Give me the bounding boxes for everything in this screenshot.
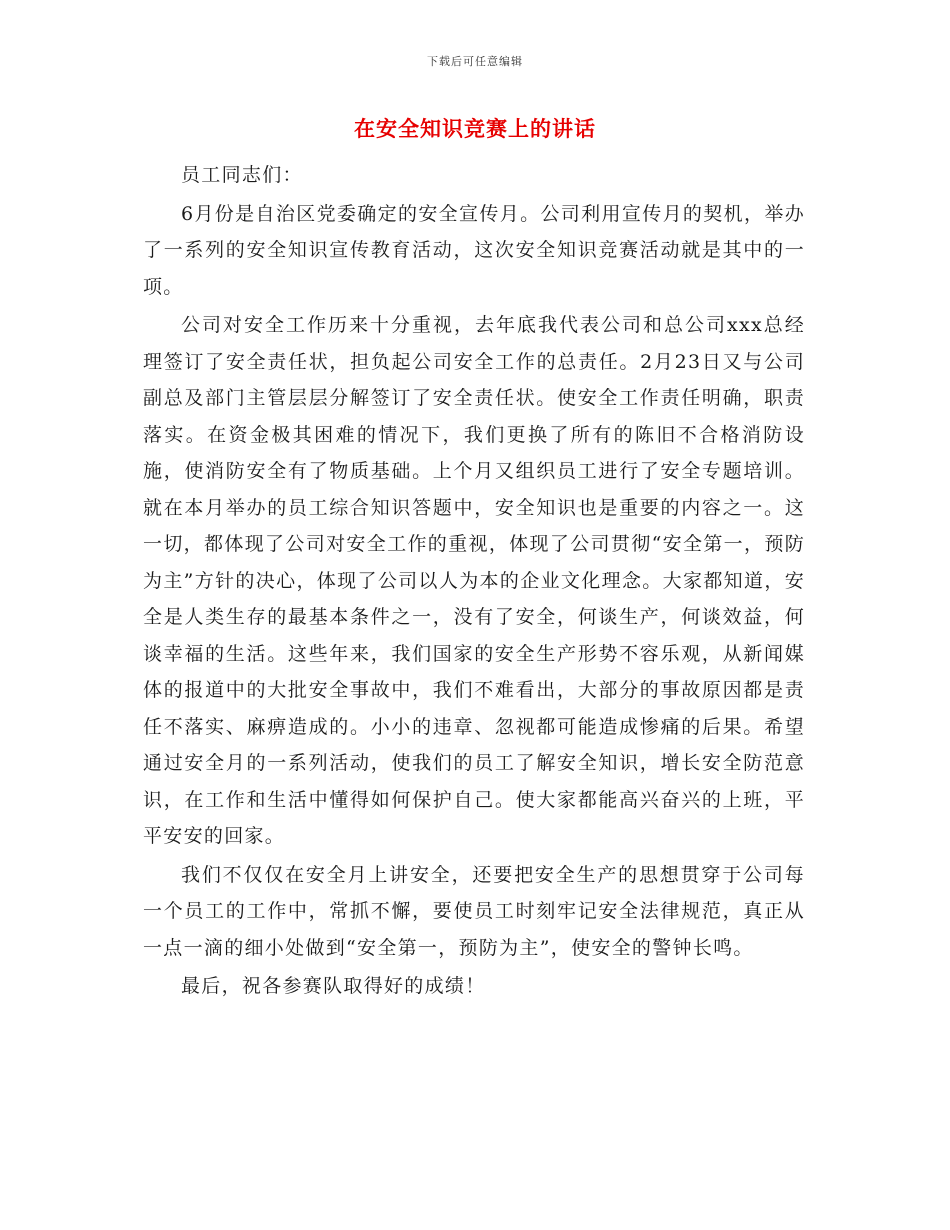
paragraph-3: 我们不仅仅在安全月上讲安全，还要把安全生产的思想贯穿于公司每一个员工的工作中，常抓不懈，要使员工时刻牢记安全法律规范，真正从一点一滴的细小处做到“安全第一，预防为主”，使安全的警钟长鸣。 bbox=[143, 863, 805, 959]
paragraph-2: 公司对安全工作历来十分重视，去年底我代表公司和总公司xxx总经理签订了安全责任状，担负起公司安全工作的总责任。2月23日又与公司副总及部门主管层层分解签订了安全责任状。使安全工作责任明确，职责落实。在资金极其困难的情况下，我们更换了所有的陈旧不合格消防设施，使消防安全有了物质基础。上个月又组织员工进行了安全专题培训。就在本月举办的员工综合知识答题中，安全知识也是重要的内容之一。这一切，都体现了公司对安全工作的重视，体现了公司贯彻“安全第一，预防为主”方针的决心，体现了公司以人为本的企业文化理念。大家都知道，安全是人类生存的最基本条件之一，没有了安全，何谈生产，何谈效益，何谈幸福的生活。这些年来，我们国家的安全生产形势不容乐观，从新闻媒体的报道中的大批安全事故中，我们不难看出，大部分的事故原因都是责任不落实、麻痹造成的。小小的违章、忽视都可能造成惨痛的后果。希望通过安全月的一系列活动，使我们的员工了解安全知识，增长安全防范意识，在工作和生活中懂得如何保护自己。使大家都能高兴奋兴的上班，平平安安的回家。 bbox=[143, 314, 805, 847]
paragraph-4: 最后，祝各参赛队取得好的成绩！ bbox=[181, 975, 486, 997]
document-title: 在安全知识竞赛上的讲话 bbox=[354, 116, 596, 141]
header-note: 下载后可任意编辑 bbox=[427, 55, 523, 68]
salutation: 员工同志们： bbox=[181, 164, 303, 186]
paragraph-1: 6月份是自治区党委确定的安全宣传月。公司利用宣传月的契机，举办了一系列的安全知识宣传教育活动，这次安全知识竞赛活动就是其中的一项。 bbox=[143, 202, 805, 298]
document-body bbox=[143, 157, 805, 1007]
